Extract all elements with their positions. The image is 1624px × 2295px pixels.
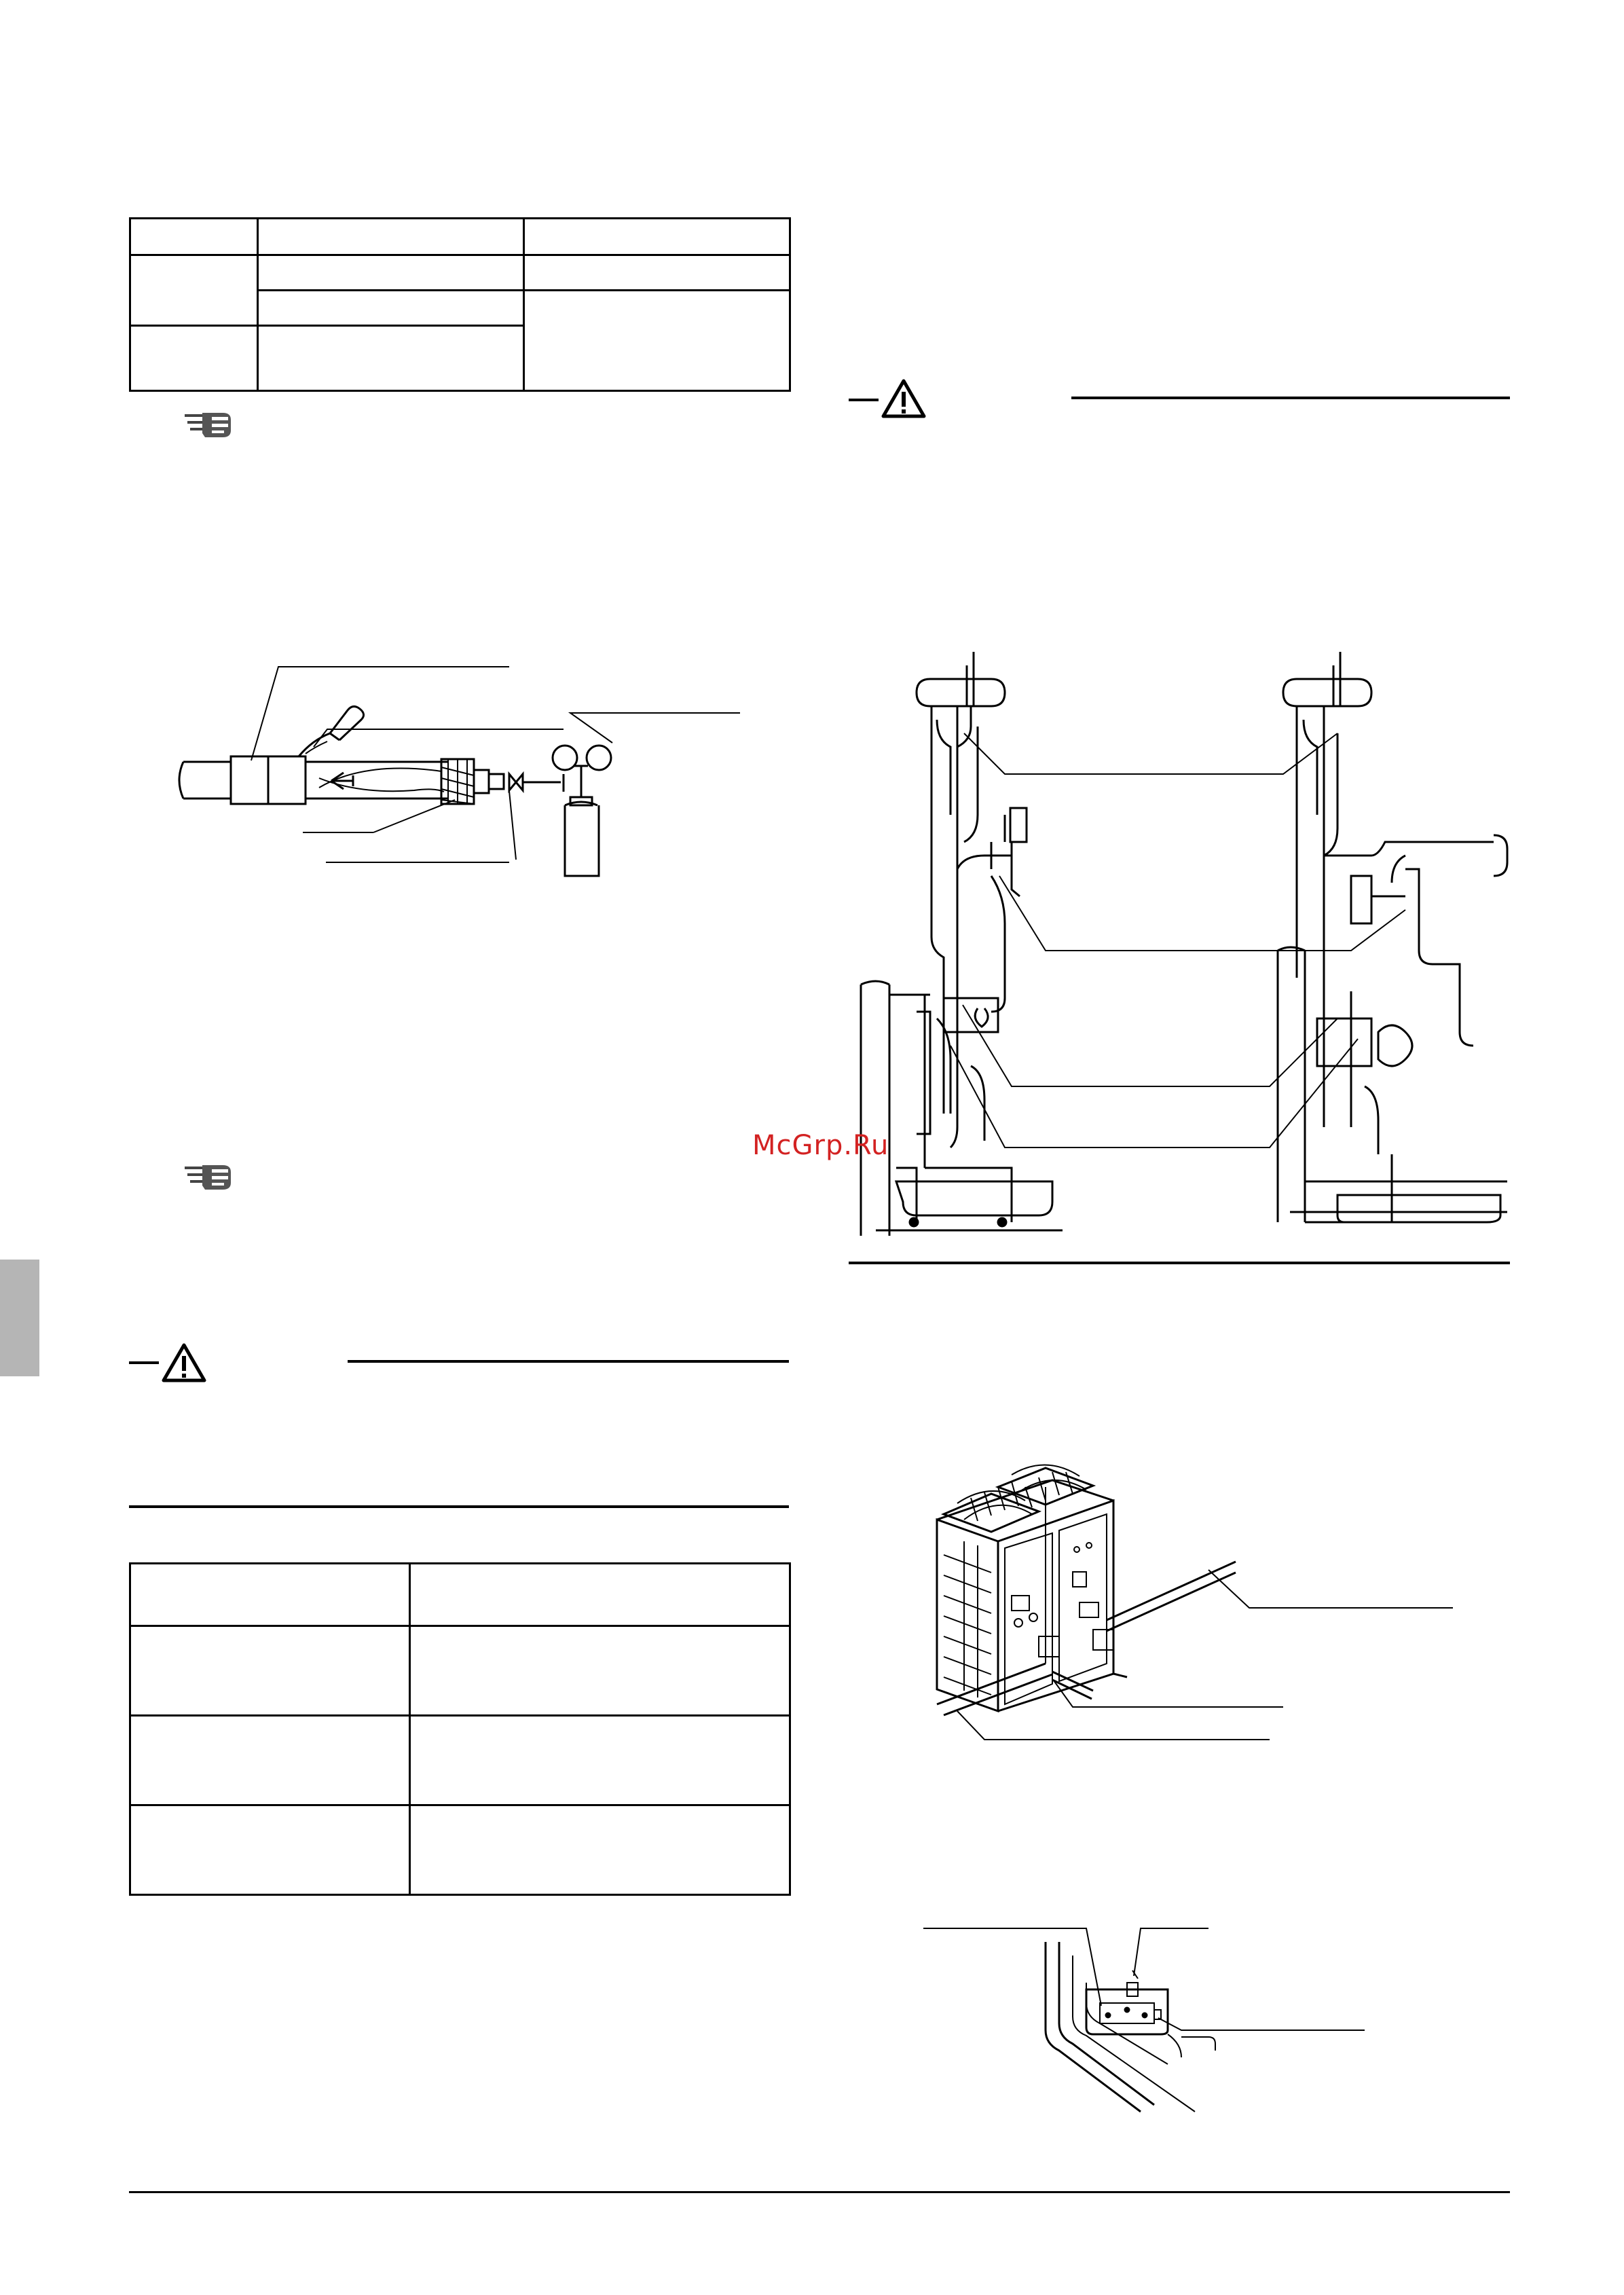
lower-left-table — [129, 1562, 791, 1896]
section-rule-left — [129, 1505, 789, 1508]
warning-triangle-icon — [881, 379, 926, 418]
caution-line-left — [129, 1361, 159, 1364]
caution-rule-left — [348, 1360, 789, 1363]
table-cell — [130, 1626, 410, 1716]
table-header-cell — [258, 219, 524, 255]
hand-pointer-icon — [185, 410, 239, 440]
top-left-table — [129, 217, 791, 392]
caution-line-right — [849, 399, 879, 401]
table-cell — [130, 255, 258, 326]
table-cell — [524, 291, 790, 391]
table-header-cell — [130, 219, 258, 255]
table-cell — [410, 1716, 790, 1805]
table-cell — [524, 255, 790, 291]
service-valves-diagram — [849, 638, 1507, 1236]
table-cell — [258, 291, 524, 326]
nitrogen-brazing-diagram — [170, 652, 760, 896]
hand-pointer-icon — [185, 1162, 239, 1192]
table-cell — [258, 255, 524, 291]
table-header-cell — [130, 1564, 410, 1626]
table-cell — [130, 1716, 410, 1805]
base-detail-diagram — [923, 1915, 1399, 2139]
table-cell — [258, 326, 524, 391]
table-cell — [410, 1626, 790, 1716]
section-rule-right — [849, 1262, 1510, 1264]
chapter-side-tab — [0, 1260, 39, 1376]
table-header-cell — [410, 1564, 790, 1626]
outdoor-unit-isometric-diagram — [917, 1419, 1480, 1786]
table-header-cell — [524, 219, 790, 255]
table-cell — [130, 1805, 410, 1895]
table-cell — [410, 1805, 790, 1895]
caution-rule-right — [1071, 397, 1510, 399]
footer-rule — [129, 2191, 1510, 2193]
watermark-text: McGrp.Ru — [752, 1130, 889, 1161]
warning-triangle-icon — [162, 1343, 206, 1382]
table-cell — [130, 326, 258, 391]
